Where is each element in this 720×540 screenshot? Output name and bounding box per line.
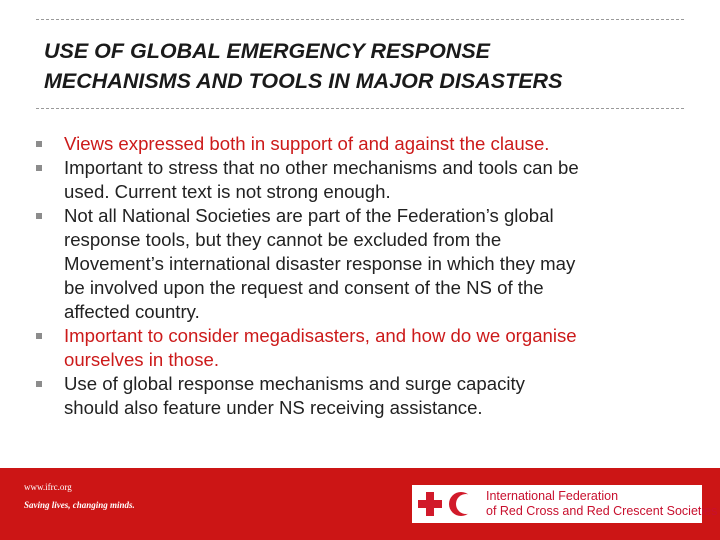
red-cross-icon: [418, 492, 442, 516]
bullet-item: [36, 132, 686, 156]
bullet-text: Movement’s international disaster response in which they may: [64, 253, 576, 274]
title-line-1: USE OF GLOBAL EMERGENCY RESPONSE: [44, 39, 490, 63]
bullet-item: [36, 156, 686, 204]
bullet-text: response tools, but they cannot be excluded from the: [64, 229, 502, 250]
bullet-item: [36, 324, 686, 372]
footer-tagline: Saving lives, changing minds.: [24, 500, 135, 510]
slide-title: [44, 36, 684, 96]
square-bullet-icon: [36, 141, 42, 147]
bullet-text: Use of global response mechanisms and surge capacity: [64, 373, 525, 394]
title-line-2: MECHANISMS AND TOOLS IN MAJOR DISASTERS: [44, 69, 563, 93]
bullet-text: be involved upon the request and consent of the NS of the: [64, 277, 544, 298]
bullet-text: ourselves in those.: [64, 349, 220, 370]
bullet-item: [36, 372, 686, 420]
bullet-list: [36, 132, 686, 420]
bullet-text: should also feature under NS receiving assistance.: [64, 397, 483, 418]
logo-text: [486, 489, 717, 519]
logo-line-1: International Federation: [486, 489, 619, 503]
ifrc-logo: [412, 485, 718, 523]
bullet-text: affected country.: [64, 301, 200, 322]
title-divider: [36, 108, 684, 109]
square-bullet-icon: [36, 213, 42, 219]
bullet-text: Views expressed both in support of and against the clause.: [64, 133, 550, 154]
bullet-item: [36, 204, 686, 324]
logo-line-2: of Red Cross and Red Crescent Societies: [486, 504, 718, 518]
footer-bar: [0, 468, 720, 540]
square-bullet-icon: [36, 381, 42, 387]
square-bullet-icon: [36, 333, 42, 339]
red-crescent-icon: [449, 492, 476, 516]
bullet-text: Important to stress that no other mechanisms and tools can be: [64, 157, 579, 178]
bullet-text: used. Current text is not strong enough.: [64, 181, 391, 202]
bullet-text: Important to consider megadisasters, and how do we organise: [64, 325, 577, 346]
red-cross-crescent-emblem: [416, 488, 476, 520]
top-divider: [36, 19, 684, 20]
square-bullet-icon: [36, 165, 42, 171]
bullet-text: Not all National Societies are part of the Federation’s global: [64, 205, 554, 226]
footer-url[interactable]: www.ifrc.org: [24, 482, 72, 492]
